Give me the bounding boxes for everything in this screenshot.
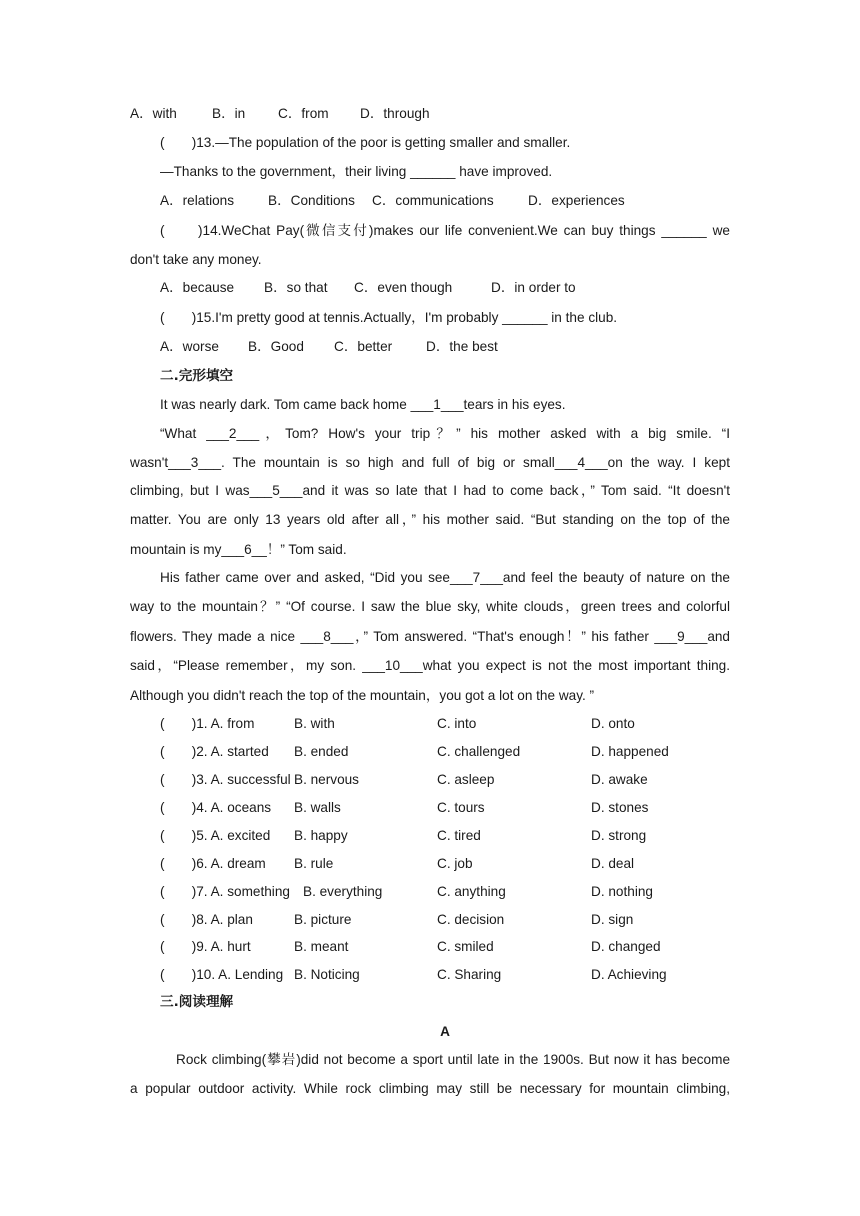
cloze-item-3-c: C. asleep [437, 772, 495, 787]
q12-option-b: B．in [212, 106, 246, 121]
cloze-item-4-c: C. tours [437, 800, 485, 815]
cloze-item-8-b: B. picture [294, 912, 352, 927]
q14-option-a: A．because [160, 280, 235, 295]
cloze-item-9-stem: ( )9. A. hurt [160, 939, 251, 954]
q12-option-a: A．with [130, 106, 177, 121]
cloze-item-3-stem: ( )3. A. successful [160, 772, 291, 787]
cloze-item-4-b: B. walls [294, 800, 341, 815]
passage-line: matter. You are only 13 years old after all，” his mother said. “But standing on the top of the [130, 512, 730, 527]
q14-stem-line-2: don't take any money. [130, 252, 262, 267]
passage-line: It was nearly dark. Tom came back home ___1___tears in his eyes. [160, 397, 566, 412]
cloze-item-10-stem: ( )10. A. Lending [160, 967, 284, 982]
q13-options [160, 192, 760, 210]
cloze-item-2-c: C. challenged [437, 744, 521, 759]
q12-option-c: C．from [278, 106, 329, 121]
cloze-item-8-c: C. decision [437, 912, 505, 927]
passage-line: said，“Please remember，my son. ___10___what you expect is not the most important thing. [130, 658, 730, 673]
q13-stem: ( )13.—The population of the poor is getting smaller and smaller. [160, 135, 571, 150]
cloze-item-8-d: D. sign [591, 912, 634, 927]
cloze-item-10-b: B. Noticing [294, 967, 360, 982]
q15-stem: ( )15.I'm pretty good at tennis.Actually，I'm probably ______ in the club. [160, 310, 618, 325]
cloze-item-6-b: B. rule [294, 856, 334, 871]
cloze-item-1-d: D. onto [591, 716, 635, 731]
cloze-item-7-b: B. everything [303, 884, 383, 899]
q15-option-b: B．Good [248, 339, 304, 354]
cloze-item-3-d: D. awake [591, 772, 648, 787]
cloze-item-1-stem: ( )1. A. from [160, 716, 255, 731]
q12-option-d: D．through [360, 106, 430, 121]
cloze-item-2-stem: ( )2. A. started [160, 744, 269, 759]
q13-option-b: B．Conditions [268, 193, 355, 208]
passage-line: climbing, but I was___5___and it was so late that I had to come back，” Tom said. “It doesn't [130, 483, 730, 498]
cloze-item-9-d: D. changed [591, 939, 661, 954]
cloze-item-4-stem: ( )4. A. oceans [160, 800, 272, 815]
cloze-item-7-stem: ( )7. A. something [160, 884, 290, 899]
cloze-item-6-stem: ( )6. A. dream [160, 856, 266, 871]
passage-line: flowers. They made a nice ___8___，” Tom answered. “That's enough！” his father ___9___and [130, 629, 730, 644]
cloze-item-5-c: C. tired [437, 828, 481, 843]
cloze-item-1-c: C. into [437, 716, 477, 731]
q14-option-c: C．even though [354, 280, 453, 295]
q15-option-a: A．worse [160, 339, 219, 354]
reading-passage-line-2: a popular outdoor activity. While rock climbing may still be necessary for mountain climbing, [130, 1081, 730, 1096]
passage-line: His father came over and asked, “Did you see___7___and feel the beauty of nature on the [160, 570, 730, 585]
q14-option-b: B．so that [264, 280, 328, 295]
cloze-item-5-d: D. strong [591, 828, 647, 843]
q14-options [160, 279, 760, 297]
q13-option-d: D．experiences [528, 193, 625, 208]
cloze-item-10-c: C. Sharing [437, 967, 502, 982]
section-3-heading: 三.阅读理解 [160, 994, 234, 1010]
reading-passage-line-1: Rock climbing(攀岩)did not become a sport until late in the 1900s. But now it has become [176, 1052, 730, 1067]
passage-line: way to the mountain？” “Of course. I saw the blue sky, white clouds，green trees and colorful [130, 599, 730, 614]
q13-option-c: C．communications [372, 193, 494, 208]
q14-stem-line-1: ( )14.WeChat Pay(微信支付)makes our life convenient.We can buy things ______ we [160, 223, 730, 238]
section-2-heading: 二.完形填空 [160, 368, 234, 384]
passage-line: mountain is my___6__！” Tom said. [130, 542, 347, 557]
cloze-item-7-d: D. nothing [591, 884, 653, 899]
q12-options [130, 105, 730, 123]
q13-option-a: A．relations [160, 193, 235, 208]
cloze-item-9-b: B. meant [294, 939, 349, 954]
passage-a-title: A [440, 1024, 450, 1039]
cloze-item-3-b: B. nervous [294, 772, 359, 787]
cloze-item-10-d: D. Achieving [591, 967, 667, 982]
q15-option-c: C．better [334, 339, 393, 354]
passage-line: “What ___2___，Tom? How's your trip？” his mother asked with a big smile. “I [160, 426, 730, 441]
q15-options [160, 338, 760, 356]
cloze-item-5-stem: ( )5. A. excited [160, 828, 271, 843]
cloze-item-2-d: D. happened [591, 744, 669, 759]
cloze-item-2-b: B. ended [294, 744, 349, 759]
cloze-item-8-stem: ( )8. A. plan [160, 912, 253, 927]
cloze-item-6-d: D. deal [591, 856, 635, 871]
cloze-item-9-c: C. smiled [437, 939, 494, 954]
cloze-item-4-d: D. stones [591, 800, 649, 815]
cloze-item-5-b: B. happy [294, 828, 348, 843]
q15-option-d: D．the best [426, 339, 498, 354]
q14-option-d: D．in order to [491, 280, 576, 295]
q13-reply: —Thanks to the government，their living ______ have improved. [160, 164, 553, 179]
cloze-item-6-c: C. job [437, 856, 473, 871]
passage-line: Although you didn't reach the top of the mountain，you got a lot on the way. ” [130, 688, 595, 703]
passage-line: wasn't___3___. The mountain is so high and full of big or small___4___on the way. I kept [130, 455, 730, 470]
cloze-item-7-c: C. anything [437, 884, 506, 899]
cloze-item-1-b: B. with [294, 716, 335, 731]
